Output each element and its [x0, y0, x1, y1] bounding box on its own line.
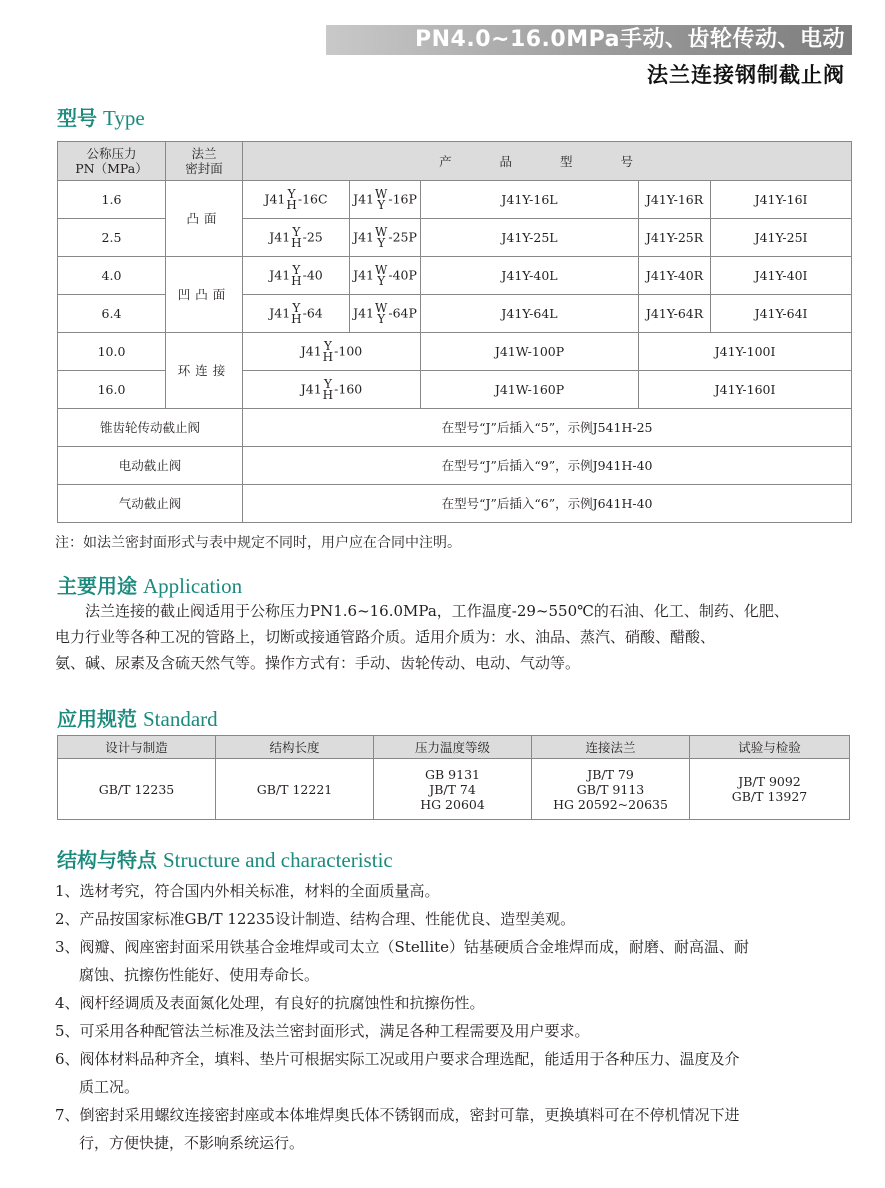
variant-name: 电动截止阀	[58, 447, 243, 485]
pressure-cell: 2.5	[58, 219, 166, 257]
pressure-cell: 6.4	[58, 295, 166, 333]
list-item: 4、阀杆经调质及表面氮化处理，有良好的抗腐蚀性和抗擦伤性。	[55, 994, 485, 1012]
model-cell: J41Y-16I	[711, 181, 852, 219]
col-seal-header: 法兰 密封面	[166, 142, 243, 181]
standard-cell: GB/T 12235	[58, 759, 216, 820]
variant-name: 气动截止阀	[58, 485, 243, 523]
standard-table-row	[58, 759, 850, 820]
structure-heading	[57, 844, 393, 873]
model-cell: J41Y-25R	[639, 219, 711, 257]
model-cell: J41 W Y -64P	[350, 295, 421, 333]
model-cell: J41Y-64L	[421, 295, 639, 333]
type-heading	[57, 102, 145, 131]
application-line: 氨、碱、尿素及含硫天然气等。操作方式有：手动、齿轮传动、电动、气动等。	[55, 654, 581, 672]
pressure-cell: 1.6	[58, 181, 166, 219]
model-cell: J41 Y H -160	[243, 371, 421, 409]
application-paragraph	[55, 598, 855, 676]
model-cell: J41 Y H -40	[243, 257, 350, 295]
standard-header-cell: 连接法兰	[532, 736, 690, 759]
structure-heading-zh: 结构与特点	[57, 848, 157, 872]
model-cell: J41Y-40I	[711, 257, 852, 295]
application-line: 电力行业等各种工况的管路上，切断或接通管路介质。适用介质为：水、油品、蒸汽、硝酸、醋酸、	[55, 628, 716, 646]
table-row	[58, 409, 852, 447]
model-cell: J41W-100P	[421, 333, 639, 371]
type-note: 注：如法兰密封面形式与表中规定不同时，用户应在合同中注明。	[55, 535, 461, 551]
type-heading-zh: 型号	[57, 106, 97, 130]
seal-cell: 凸面	[166, 181, 243, 257]
standard-heading-en: Standard	[143, 707, 218, 731]
model-cell: J41Y-16R	[639, 181, 711, 219]
standard-heading	[57, 703, 218, 732]
application-line: 法兰连接的截止阀适用于公称压力PN1.6~16.0MPa，工作温度-29~550℃的石油、化工、制药、化肥、	[85, 602, 789, 620]
variant-description: 在型号“J”后插入“6”，示例J641H-40	[243, 485, 852, 523]
model-cell: J41Y-100I	[639, 333, 852, 371]
type-table-header	[58, 142, 852, 181]
standard-header-cell: 结构长度	[216, 736, 374, 759]
variant-description: 在型号“J”后插入“5”，示例J541H-25	[243, 409, 852, 447]
list-item: 6、阀体材料品种齐全，填料、垫片可根据实际工况或用户要求合理选配，能适用于各种压力、温度及介 质工况。	[55, 1050, 740, 1096]
application-heading-en: Application	[143, 574, 243, 598]
model-cell: J41Y-64R	[639, 295, 711, 333]
list-item: 5、可采用各种配管法兰标准及法兰密封面形式，满足各种工程需要及用户要求。	[55, 1022, 590, 1040]
type-heading-en: Type	[103, 106, 145, 130]
standard-cell: JB/T 79 GB/T 9113 HG 20592~20635	[532, 759, 690, 820]
table-row	[58, 181, 852, 219]
page-title-line2: 法兰连接钢制截止阀	[647, 63, 845, 87]
standard-table	[57, 735, 850, 820]
standard-cell: JB/T 9092 GB/T 13927	[690, 759, 850, 820]
col-pressure-header: 公称压力 PN（MPa）	[58, 142, 166, 181]
structure-list	[55, 877, 855, 1157]
model-cell: J41Y-40L	[421, 257, 639, 295]
model-cell: J41 Y H -16C	[243, 181, 350, 219]
model-cell: J41Y-40R	[639, 257, 711, 295]
list-item: 2、产品按国家标准GB/T 12235设计制造、结构合理、性能优良、造型美观。	[55, 910, 576, 928]
variant-description: 在型号“J”后插入“9”，示例J941H-40	[243, 447, 852, 485]
structure-heading-en: Structure and characteristic	[163, 848, 393, 872]
model-cell: J41Y-160I	[639, 371, 852, 409]
model-cell: J41 Y H -64	[243, 295, 350, 333]
standard-cell: GB/T 12221	[216, 759, 374, 820]
table-row	[58, 485, 852, 523]
table-row	[58, 333, 852, 371]
pressure-cell: 4.0	[58, 257, 166, 295]
model-cell: J41Y-25I	[711, 219, 852, 257]
model-cell: J41Y-25L	[421, 219, 639, 257]
col-product-header: 产 品 型 号	[243, 142, 852, 181]
standard-table-header	[58, 736, 850, 759]
list-item: 7、倒密封采用螺纹连接密封座或本体堆焊奥氏体不锈钢而成，密封可靠，更换填料可在不停机情况下进 行，方便快捷，不影响系统运行。	[55, 1106, 740, 1152]
pressure-cell: 10.0	[58, 333, 166, 371]
standard-header-cell: 试验与检验	[690, 736, 850, 759]
table-row	[58, 447, 852, 485]
application-heading	[57, 570, 242, 599]
standard-header-cell: 设计与制造	[58, 736, 216, 759]
standard-header-cell: 压力温度等级	[374, 736, 532, 759]
model-cell: J41 W Y -16P	[350, 181, 421, 219]
pressure-cell: 16.0	[58, 371, 166, 409]
variant-name: 锥齿轮传动截止阀	[58, 409, 243, 447]
type-table	[57, 141, 852, 523]
model-cell: J41 Y H -100	[243, 333, 421, 371]
model-cell: J41 Y H -25	[243, 219, 350, 257]
standard-cell: GB 9131 JB/T 74 HG 20604	[374, 759, 532, 820]
model-cell: J41Y-64I	[711, 295, 852, 333]
model-cell: J41W-160P	[421, 371, 639, 409]
application-heading-zh: 主要用途	[57, 574, 137, 598]
model-cell: J41 W Y -40P	[350, 257, 421, 295]
page-title-line1: PN4.0~16.0MPa手动、齿轮传动、电动	[415, 27, 845, 52]
model-cell: J41 W Y -25P	[350, 219, 421, 257]
list-item: 3、阀瓣、阀座密封面采用铁基合金堆焊或司太立（Stellite）钴基硬质合金堆焊而成，耐磨、耐高温、耐 腐蚀、抗擦伤性能好、使用寿命长。	[55, 938, 750, 984]
list-item: 1、选材考究，符合国内外相关标准，材料的全面质量高。	[55, 882, 440, 900]
seal-cell: 凹凸面	[166, 257, 243, 333]
standard-heading-zh: 应用规范	[57, 707, 137, 731]
table-row	[58, 257, 852, 295]
model-cell: J41Y-16L	[421, 181, 639, 219]
seal-cell: 环连接	[166, 333, 243, 409]
